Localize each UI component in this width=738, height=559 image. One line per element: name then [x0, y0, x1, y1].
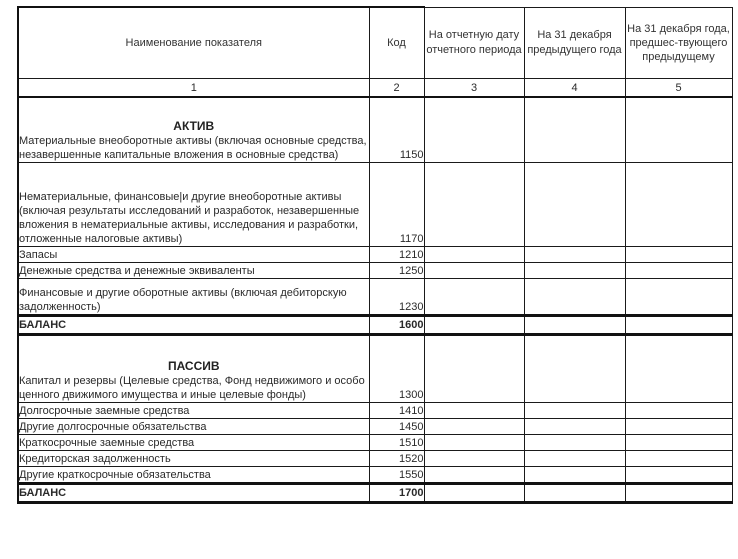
row-code: 1450 — [369, 419, 424, 435]
row-name: Нематериальные, финансовые|и другие внеоборотные активы (включая результаты исследований и разработок, незавершенные вложения в нематериальные активы, исследования и разработки, отложенные налоговые активы) — [18, 163, 369, 247]
header-code: Код — [369, 7, 424, 79]
column-number: 5 — [625, 79, 732, 98]
value-cell-col4[interactable] — [524, 435, 625, 451]
value-cell-col4[interactable] — [524, 335, 625, 403]
row-code: 1250 — [369, 263, 424, 279]
section-title-liabilities: ПАССИВ — [167, 359, 220, 373]
value-cell-col5[interactable] — [625, 263, 732, 279]
value-cell-col3[interactable] — [424, 403, 524, 419]
row-name: Капитал и резервы (Целевые средства, Фонд недвижимого и особо ценного движимого имущества и иные целевые фонды) — [19, 375, 365, 401]
value-cell-col3[interactable] — [424, 316, 524, 335]
value-cell-col3[interactable] — [424, 279, 524, 316]
total-code: 1700 — [369, 484, 424, 503]
row-code: 1550 — [369, 467, 424, 484]
value-cell-col5[interactable] — [625, 403, 732, 419]
table-row — [18, 419, 732, 435]
column-number: 4 — [524, 79, 625, 98]
row-code: 1300 — [369, 335, 424, 403]
value-cell-col4[interactable] — [524, 403, 625, 419]
row-name: Краткосрочные заемные средства — [18, 435, 369, 451]
value-cell-col3[interactable] — [424, 263, 524, 279]
column-number: 3 — [424, 79, 524, 98]
header-year-before-prev: На 31 декабря года, предшес-твующего предыдущему — [625, 7, 732, 79]
value-cell-col5[interactable] — [625, 419, 732, 435]
header-prev-year: На 31 декабря предыдущего года — [524, 7, 625, 79]
table-row — [18, 435, 732, 451]
value-cell-col4[interactable] — [524, 467, 625, 484]
row-name-cell — [18, 335, 369, 403]
header-reporting-date: На отчетную дату отчетного периода — [424, 7, 524, 79]
row-code: 1170 — [369, 163, 424, 247]
value-cell-col3[interactable] — [424, 484, 524, 503]
value-cell-col5[interactable] — [625, 451, 732, 467]
value-cell-col4[interactable] — [524, 97, 625, 163]
value-cell-col5[interactable] — [625, 163, 732, 247]
value-cell-col5[interactable] — [625, 247, 732, 263]
value-cell-col3[interactable] — [424, 163, 524, 247]
value-cell-col4[interactable] — [524, 419, 625, 435]
balance-total-row-assets — [18, 316, 732, 335]
row-name: Кредиторская задолженность — [18, 451, 369, 467]
column-number: 1 — [18, 79, 369, 98]
row-name: Финансовые и другие оборотные активы (включая дебиторскую задолженность) — [18, 279, 369, 316]
value-cell-col4[interactable] — [524, 247, 625, 263]
balance-total-row-liabilities — [18, 484, 732, 503]
value-cell-col5[interactable] — [625, 316, 732, 335]
value-cell-col3[interactable] — [424, 451, 524, 467]
value-cell-col3[interactable] — [424, 335, 524, 403]
value-cell-col4[interactable] — [524, 263, 625, 279]
value-cell-col3[interactable] — [424, 467, 524, 484]
row-name: Долгосрочные заемные средства — [18, 403, 369, 419]
table-row — [18, 403, 732, 419]
value-cell-col3[interactable] — [424, 247, 524, 263]
total-label: БАЛАНС — [18, 484, 369, 503]
value-cell-col4[interactable] — [524, 451, 625, 467]
value-cell-col5[interactable] — [625, 484, 732, 503]
header-row — [18, 7, 732, 79]
row-code: 1520 — [369, 451, 424, 467]
column-numbers-row — [18, 79, 732, 98]
value-cell-col3[interactable] — [424, 419, 524, 435]
value-cell-col4[interactable] — [524, 484, 625, 503]
value-cell-col4[interactable] — [524, 316, 625, 335]
value-cell-col4[interactable] — [524, 163, 625, 247]
balance-sheet-table — [17, 6, 733, 504]
row-name: Другие краткосрочные обязательства — [18, 467, 369, 484]
row-name: Материальные внеоборотные активы (включая основные средства, незавершенные капитальные вложения в основные средства) — [19, 135, 367, 161]
row-code: 1150 — [369, 97, 424, 163]
row-code: 1410 — [369, 403, 424, 419]
total-code: 1600 — [369, 316, 424, 335]
header-indicator-name: Наименование показателя — [18, 7, 369, 79]
row-name: Другие долгосрочные обязательства — [18, 419, 369, 435]
value-cell-col3[interactable] — [424, 435, 524, 451]
row-code: 1210 — [369, 247, 424, 263]
section-title-assets: АКТИВ — [173, 119, 215, 133]
value-cell-col3[interactable] — [424, 97, 524, 163]
value-cell-col4[interactable] — [524, 279, 625, 316]
table-row — [18, 335, 732, 403]
value-cell-col5[interactable] — [625, 435, 732, 451]
row-code: 1230 — [369, 279, 424, 316]
row-name-cell — [18, 97, 369, 163]
column-number: 2 — [369, 79, 424, 98]
table-row — [18, 263, 732, 279]
table-row — [18, 451, 732, 467]
value-cell-col5[interactable] — [625, 467, 732, 484]
table-row — [18, 97, 732, 163]
table-row — [18, 247, 732, 263]
table-row — [18, 163, 732, 247]
value-cell-col5[interactable] — [625, 279, 732, 316]
row-name: Запасы — [18, 247, 369, 263]
row-name: Денежные средства и денежные эквиваленты — [18, 263, 369, 279]
value-cell-col5[interactable] — [625, 97, 732, 163]
value-cell-col5[interactable] — [625, 335, 732, 403]
row-code: 1510 — [369, 435, 424, 451]
table-row — [18, 467, 732, 484]
table-row — [18, 279, 732, 316]
total-label: БАЛАНС — [18, 316, 369, 335]
